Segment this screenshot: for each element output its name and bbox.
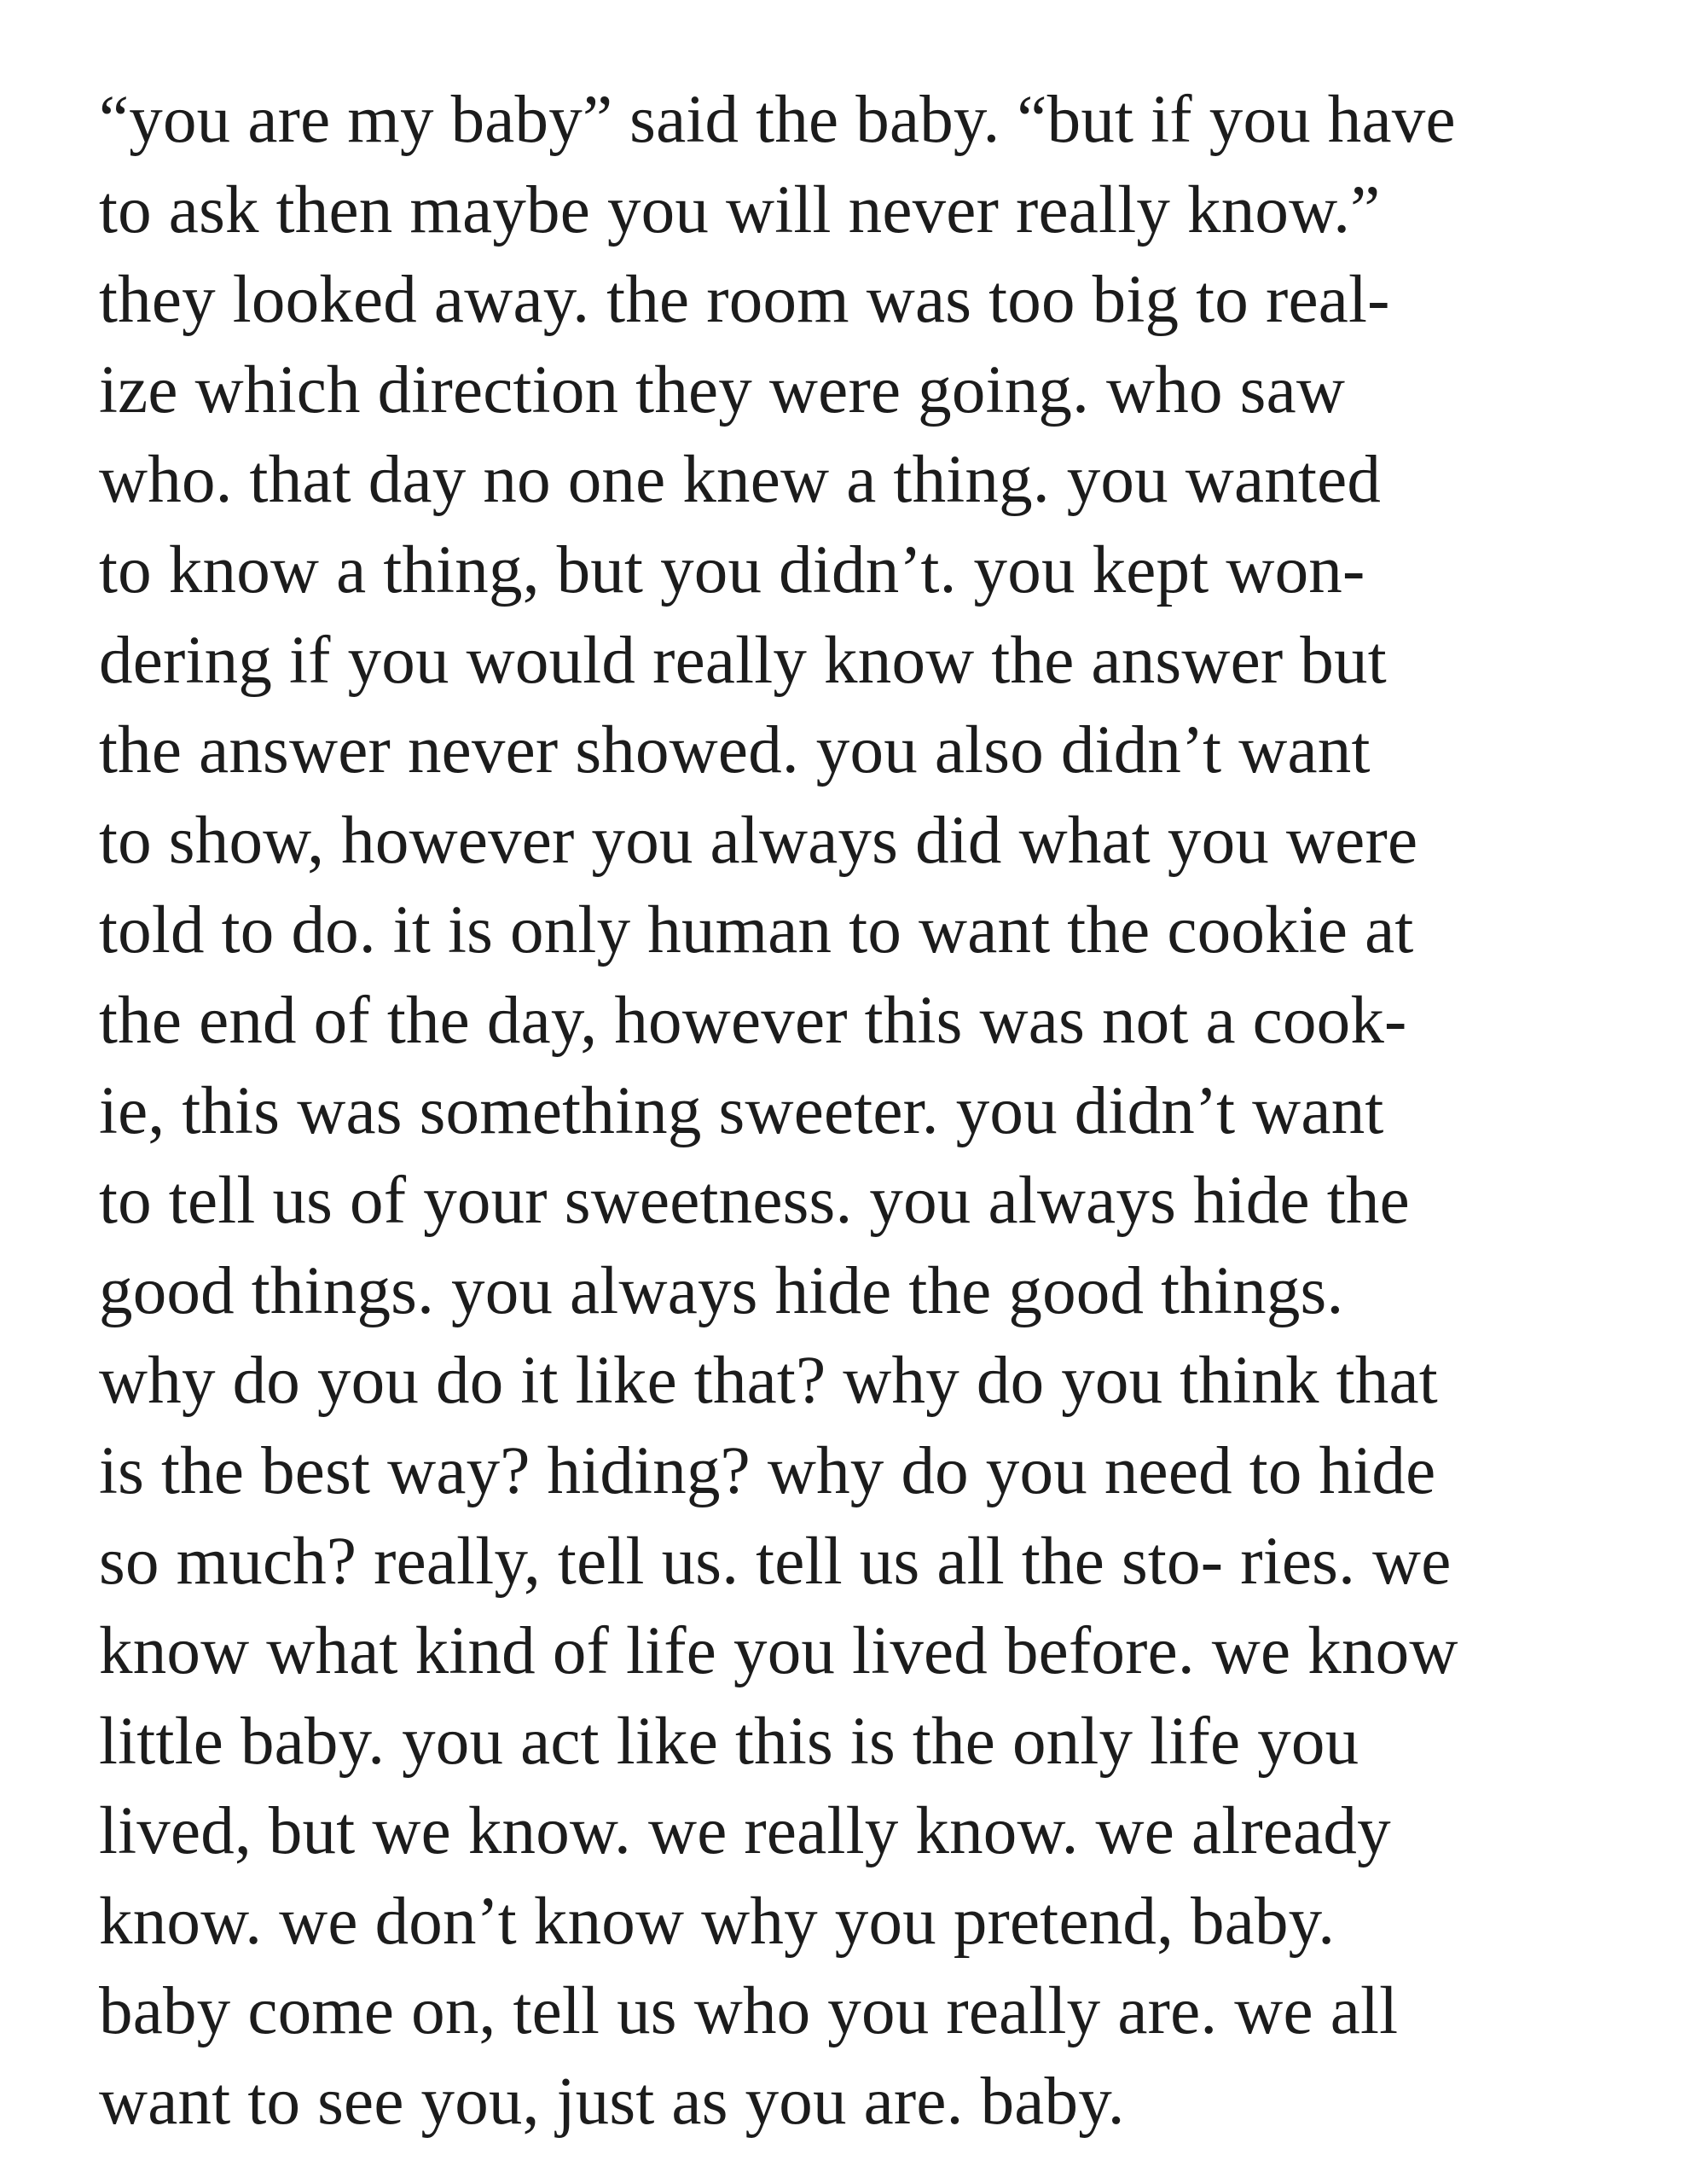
text-line: lived, but we know. we really know. we already [99,1794,1391,1869]
text-line: is the best way? hiding? why do you need to hide [99,1433,1436,1508]
text-line: know what kind of life you lived before. we know [99,1614,1458,1689]
text-line: good things. you always hide the good things. [99,1253,1344,1328]
text-line: so much? really, tell us. tell us all the sto- ries. we [99,1524,1452,1599]
text-line: the end of the day, however this was not a cook- [99,983,1407,1058]
text-line: they looked away. the room was too big to real- [99,263,1390,338]
text-line: want to see you, just as you are. baby. [99,2065,1125,2140]
text-line: the answer never showed. you also didn’t want [99,713,1371,788]
text-line: told to do. it is only human to want the cookie at [99,893,1414,968]
text-line: to know a thing, but you didn’t. you kept won- [99,532,1365,607]
text-line: little baby. you act like this is the only life you [99,1704,1359,1779]
text-line: baby come on, tell us who you really are. we all [99,1974,1399,2049]
text-line: who. that day no one knew a thing. you wanted [99,443,1382,518]
text-line: “you are my baby” said the baby. “but if you have [99,83,1456,157]
text-line: to tell us of your sweetness. you always hide the [99,1164,1410,1239]
text-line: know. we don’t know why you pretend, baby. [99,1884,1336,1959]
body-text [99,75,1634,2147]
text-line: to show, however you always did what you were [99,803,1418,878]
text-line: dering if you would really know the answer but [99,623,1387,698]
text-line: to ask then maybe you will never really know.” [99,172,1381,247]
text-line: why do you do it like that? why do you think that [99,1344,1438,1419]
text-line: ie, this was something sweeter. you didn’t want [99,1073,1384,1148]
text-line: ize which direction they were going. who saw [99,352,1346,427]
